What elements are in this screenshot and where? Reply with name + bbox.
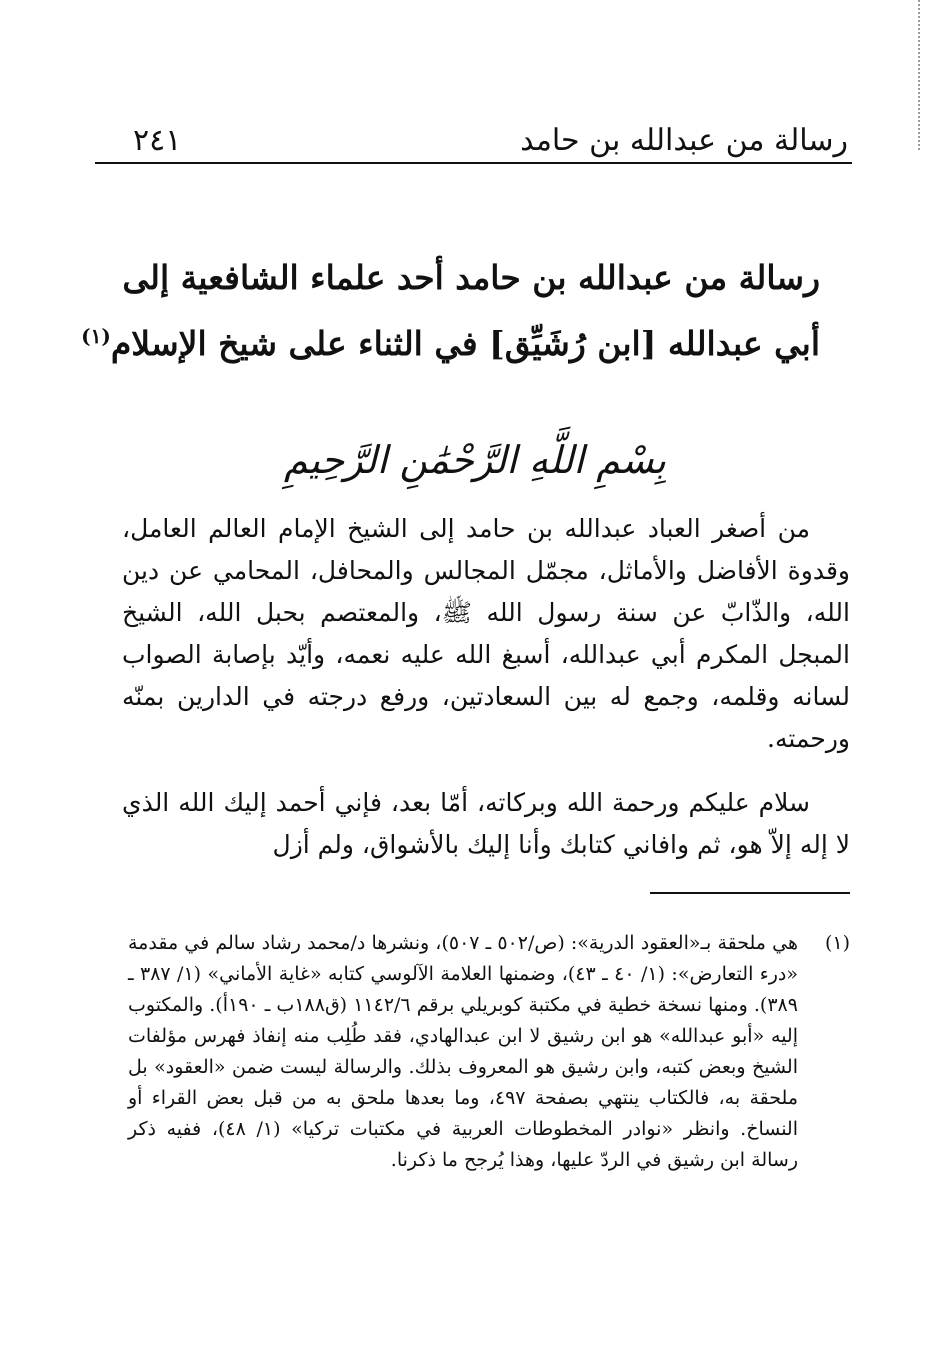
basmala: بِسْمِ اللَّهِ الرَّحْمَٰنِ الرَّحِيمِ bbox=[284, 438, 666, 482]
footnote bbox=[128, 928, 850, 1176]
body-text bbox=[122, 508, 850, 888]
letter-title bbox=[81, 250, 820, 382]
footnote-separator bbox=[650, 892, 850, 894]
page-edge-dotted-line bbox=[918, 0, 920, 150]
paragraph-1: من أصغر العباد عبدالله بن حامد إلى الشيخ الإمام العالم العامل، وقدوة الأفاضل والأماثل، مجمّل المجالس والمحافل، المحامي عن دين الله، والذّابّ عن سنة رسول الله ﷺ، والمعتصم بحبل الله، الشيخ المبجل المكرم أبي عبدالله، أسبغ الله عليه نعمه، وأيّد بإصابة الصواب لسانه وقلمه، وجمع له بين السعادتين، ورفع درجته في الدارين بمنّه ورحمته. bbox=[122, 514, 850, 753]
title-line-1: رسالة من عبدالله بن حامد أحد علماء الشافعية إلى bbox=[122, 258, 820, 297]
title-line-2-text: أبي عبدالله [ابن رُشَيِّق] في الثناء على شيخ الإسلام bbox=[110, 324, 820, 363]
page-number: ٢٤١ bbox=[133, 123, 182, 158]
running-title: رسالة من عبدالله بن حامد bbox=[520, 123, 848, 158]
title-footnote-ref: (١) bbox=[81, 324, 111, 348]
running-header bbox=[95, 118, 852, 164]
footnote-text: هي ملحقة بـ«العقود الدرية»: (ص/٥٠٢ ـ ٥٠٧)، ونشرها د/محمد رشاد سالم في مقدمة «درء التعارض»: (١/ ٤٠ ـ ٤٣)، وضمنها العلامة الآلوسي كتابه «غاية الأماني» (١/ ٣٨٧ ـ ٣٨٩). ومنها نسخة خطية في مكتبة كوبريلي برقم ١١٤٢/٦ (ق١٨٨ب ـ ١٩٠أ). والمكتوب إليه «أبو عبدالله» هو ابن رشيق لا ابن عبدالهادي، فقد طُلِب منه إنفاذ فهرس مؤلفات الشيخ وبعض كتبه، وابن رشيق هو المعروف بذلك. والرسالة ليست ضمن «العقود» بل ملحقة به، فالكتاب ينتهي بصفحة ٤٩٧، وما بعدها ملحق به من قبل بعض القراء أو النساخ. وانظر «نوادر المخطوطات العربية في مكتبات تركيا» (١/ ٤٨)، ففيه ذكر رسالة ابن رشيق في الردّ عليها، وهذا يُرجح ما ذكرنا. bbox=[128, 932, 799, 1171]
paragraph-2: سلام عليكم ورحمة الله وبركاته، أمّا بعد، فإني أحمد إليك الله الذي لا إله إلاّ هو، ثم وافاني كتابك وأنا إليك بالأشواق، ولم أزل bbox=[122, 788, 850, 859]
title-line-2 bbox=[81, 316, 820, 372]
footnote-marker: (١) bbox=[824, 932, 850, 954]
